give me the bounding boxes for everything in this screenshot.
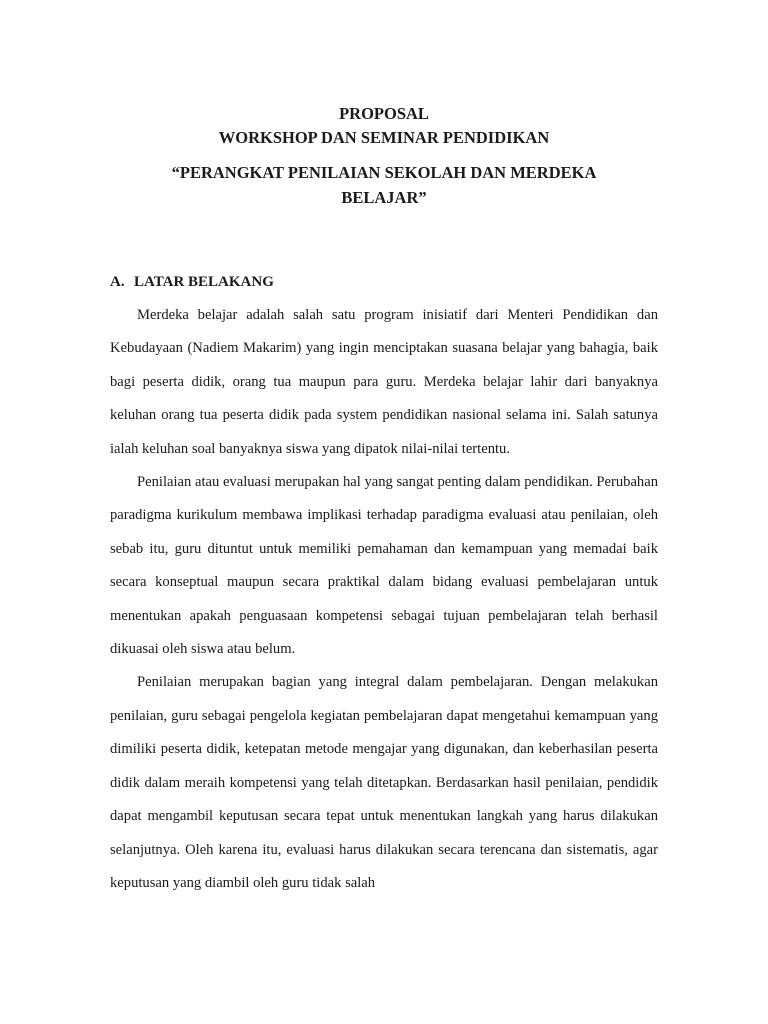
body-text xyxy=(110,299,658,900)
title-line-proposal: PROPOSAL xyxy=(339,104,429,123)
document-subtitle xyxy=(110,160,658,210)
paragraph-2: Penilaian atau evaluasi merupakan hal yang sangat penting dalam pendidikan. Perubahan paradigma kurikulum membawa implikasi terhadap paradigma evaluasi atau penilaian, oleh sebab itu, guru dituntut untuk memiliki pemahaman dan kemampuan yang memadai baik secara konseptual maupun secara praktikal dalam bidang evaluasi pembelajaran untuk menentukan apakah penguasaan kompetensi sebagai tujuan pembelajaran telah berhasil dikuasai oleh siswa atau belum. xyxy=(110,474,658,658)
section-heading-text: LATAR BELAKANG xyxy=(134,274,274,290)
subtitle-line-1: “PERANGKAT PENILAIAN SEKOLAH DAN MERDEKA xyxy=(171,163,597,182)
section-heading xyxy=(110,272,274,292)
subtitle-line-2: BELAJAR” xyxy=(341,188,427,207)
title-line-workshop: WORKSHOP DAN SEMINAR PENDIDIKAN xyxy=(218,128,550,147)
document-title xyxy=(110,102,658,150)
section-letter: A. xyxy=(110,274,125,290)
paragraph-1: Merdeka belajar adalah salah satu program inisiatif dari Menteri Pendidikan dan Kebudayaan (Nadiem Makarim) yang ingin menciptakan suasana belajar yang bahagia, baik bagi peserta didik, orang tua maupun para guru. Merdeka belajar lahir dari banyaknya keluhan orang tua peserta didik pada system pendidikan nasional selama ini. Salah satunya ialah keluhan soal banyaknya siswa yang dipatok nilai-nilai tertentu. xyxy=(110,307,658,457)
paragraph-3: Penilaian merupakan bagian yang integral dalam pembelajaran. Dengan melakukan penilaian, guru sebagai pengelola kegiatan pembelajaran dapat mengetahui kemampuan yang dimiliki peserta didik, ketepatan metode mengajar yang digunakan, dan keberhasilan peserta didik dalam meraih kompetensi yang telah ditetapkan. Berdasarkan hasil penilaian, pendidik dapat mengambil keputusan secara tepat untuk menentukan langkah yang harus dilakukan selanjutnya. Oleh karena itu, evaluasi harus dilakukan secara terencana dan sistematis, agar keputusan yang diambil oleh guru tidak salah xyxy=(110,674,658,891)
